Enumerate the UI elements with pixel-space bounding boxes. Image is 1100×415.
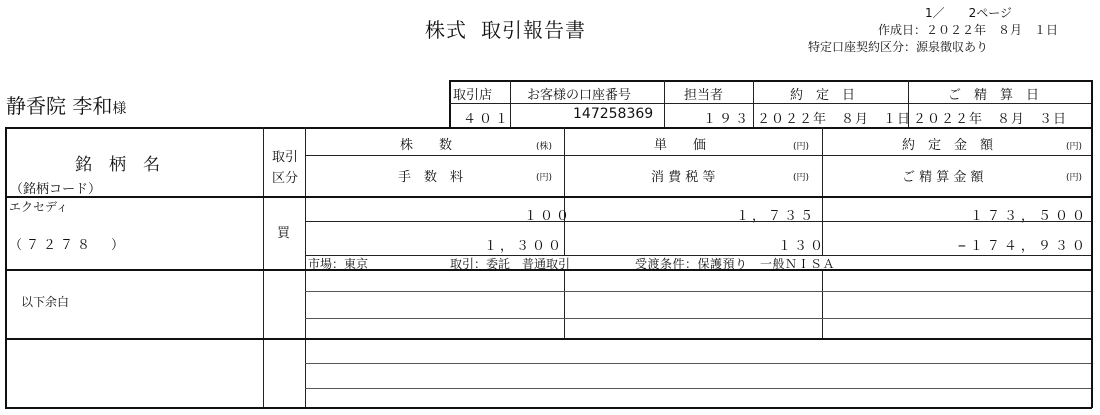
col-fee-unit: (円) (536, 173, 553, 183)
col-trade-type-1: 取引 (272, 150, 299, 165)
col-contract-unit: (円) (1066, 142, 1083, 152)
row1-trade-type: 買 (277, 226, 291, 241)
settlement-date: ２０２２年 ８月 ３日 (913, 112, 1068, 127)
header-staff: 担当者 (684, 88, 724, 103)
customer-name: 静香院 李和 (6, 94, 113, 118)
created-label: 作成日： (878, 23, 927, 37)
created-date-line (878, 21, 1058, 38)
row1-delivery: 受渡条件：保護預り 一般ＮＩＳＡ (635, 257, 836, 271)
col-issue-name: 銘 柄 名 (75, 155, 160, 175)
staff-code: １９３ (703, 112, 752, 127)
rest-blank-note: 以下余白 (21, 295, 70, 309)
account-type: 特定口座契約区分：源泉徴収あり (808, 40, 989, 54)
col-tax: 消 費 税 等 (651, 170, 716, 185)
row1-tax: １３０ (778, 239, 827, 254)
page-indicator: 1／ 2ページ (925, 6, 1013, 20)
created-date: ２０２２年 ８月 １日 (926, 23, 1059, 37)
row1-issue-name: エクセディ (9, 200, 69, 214)
title-report: 取引報告書 (481, 18, 586, 42)
row1-market: 市場：東京 (308, 257, 369, 271)
header-account-number: お客様の口座番号 (527, 88, 632, 103)
row1-fee: １，３００ (484, 239, 565, 254)
row1-issue-code: （７２７８ ） (9, 238, 129, 253)
header-settlement-date: ご 精 算 日 (948, 88, 1040, 103)
account-number: 147258369 (573, 106, 654, 122)
row1-contract-amount: １７３，５００ (970, 209, 1090, 224)
col-price: 単 価 (654, 138, 707, 153)
col-shares-unit: (株) (536, 142, 553, 152)
col-fee: 手 数 料 (398, 170, 464, 185)
col-contract-amount: 約 定 金 額 (902, 138, 994, 153)
title-stock: 株式 (425, 18, 467, 42)
col-shares: 株 数 (400, 138, 453, 153)
header-branch: 取引店 (453, 88, 493, 103)
col-trade-type-2: 区分 (272, 171, 299, 186)
row1-settlement: −１７４，９３０ (958, 239, 1089, 254)
header-contract-date: 約 定 日 (790, 88, 856, 103)
col-settlement-unit: (円) (1066, 173, 1083, 183)
row1-price: １，７３５ (736, 209, 817, 224)
row1-shares: １００ (524, 209, 573, 224)
col-price-unit: (円) (793, 142, 810, 152)
row1-trade: 取引：委託 普通取引 (450, 257, 571, 271)
col-tax-unit: (円) (793, 173, 810, 183)
col-settlement: ご 精 算 金 額 (902, 170, 984, 185)
document-title (425, 14, 586, 43)
customer-name-line (6, 90, 126, 119)
col-issue-code: （銘柄コード） (10, 182, 102, 197)
branch-code: ４０１ (463, 112, 512, 127)
customer-honorific: 様 (112, 101, 127, 117)
contract-date: ２０２２年 ８月 １日 (757, 112, 912, 127)
